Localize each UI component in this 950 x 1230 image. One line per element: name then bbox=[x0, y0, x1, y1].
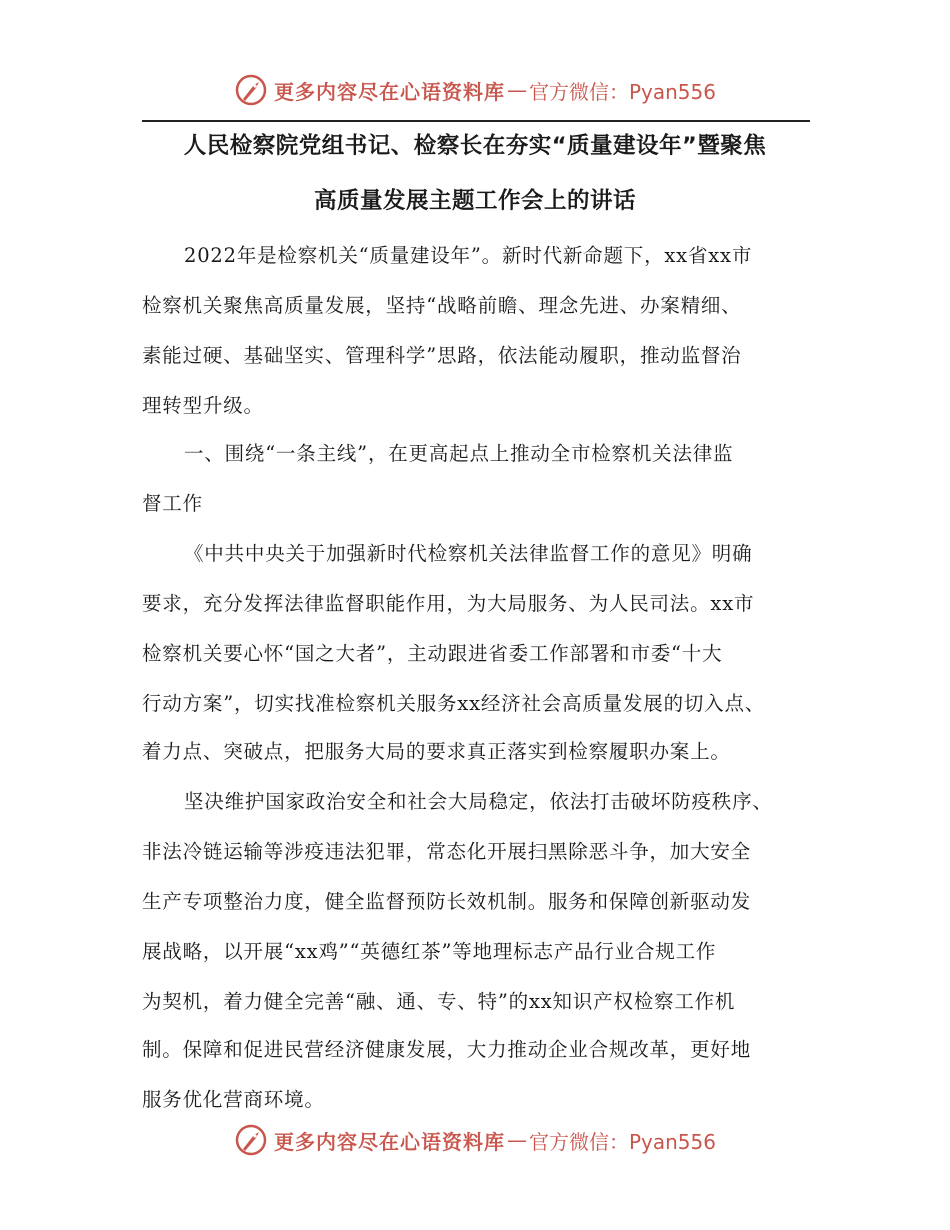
body-line: 服务优化营商环境。 bbox=[142, 1088, 325, 1111]
body-line: 素能过硬、基础坚实、管理科学”思路，依法能动履职，推动监督治 bbox=[142, 344, 742, 367]
body-line: 行动方案”，切实找准检察机关服务xx经济社会高质量发展的切入点、 bbox=[142, 692, 766, 715]
body-line: 2022年是检察机关“质量建设年”。新时代新命题下，xx省xx市 bbox=[184, 244, 753, 267]
watermark-separator: — bbox=[506, 78, 527, 102]
body-line: 检察机关要心怀“国之大者”，主动跟进省委工作部署和市委“十大 bbox=[142, 642, 723, 665]
body-line: 要求，充分发挥法律监督职能作用，为大局服务、为人民司法。xx市 bbox=[142, 592, 755, 615]
header-rule bbox=[142, 120, 810, 122]
watermark-contact: 官方微信：Pyan556 bbox=[528, 79, 716, 104]
body-line: 为契机，着力健全完善“融、通、专、特”的xx知识产权检察工作机 bbox=[142, 990, 736, 1013]
body-line: 制。保障和促进民营经济健康发展，大力推动企业合规改革，更好地 bbox=[142, 1038, 752, 1061]
footer-watermark bbox=[0, 1120, 950, 1160]
document-title-line-2: 高质量发展主题工作会上的讲话 bbox=[313, 188, 636, 214]
section-heading-line: 督工作 bbox=[142, 492, 203, 515]
body-line: 着力点、突破点，把服务大局的要求真正落实到检察履职办案上。 bbox=[142, 740, 731, 763]
header-watermark bbox=[0, 70, 950, 110]
section-heading-line: 一、围绕“一条主线”，在更高起点上推动全市检察机关法律监 bbox=[184, 442, 734, 465]
body-line: 生产专项整治力度，健全监督预防长效机制。服务和保障创新驱动发 bbox=[142, 890, 752, 913]
pen-nib-logo-icon bbox=[234, 1123, 268, 1157]
body-line: 检察机关聚焦高质量发展，坚持“战略前瞻、理念先进、办案精细、 bbox=[142, 294, 742, 317]
watermark-separator: — bbox=[506, 1128, 527, 1152]
body-line: 坚决维护国家政治安全和社会大局稳定，依法打击破坏防疫秩序、 bbox=[184, 790, 773, 813]
watermark-text: 更多内容尽在心语资料库 bbox=[273, 1129, 505, 1154]
body-line: 非法冷链运输等涉疫违法犯罪，常态化开展扫黑除恶斗争，加大安全 bbox=[142, 840, 752, 863]
body-line: 展战略，以开展“xx鸡”“英德红茶”等地理标志产品行业合规工作 bbox=[142, 940, 717, 963]
watermark-text: 更多内容尽在心语资料库 bbox=[273, 79, 505, 104]
watermark-contact: 官方微信：Pyan556 bbox=[528, 1129, 716, 1154]
document-title-line-1: 人民检察院党组书记、检察长在夯实“质量建设年”暨聚焦 bbox=[183, 133, 767, 159]
body-line: 《中共中央关于加强新时代检察机关法律监督工作的意见》明确 bbox=[184, 542, 753, 565]
pen-nib-logo-icon bbox=[234, 73, 268, 107]
body-line: 理转型升级。 bbox=[142, 394, 264, 417]
